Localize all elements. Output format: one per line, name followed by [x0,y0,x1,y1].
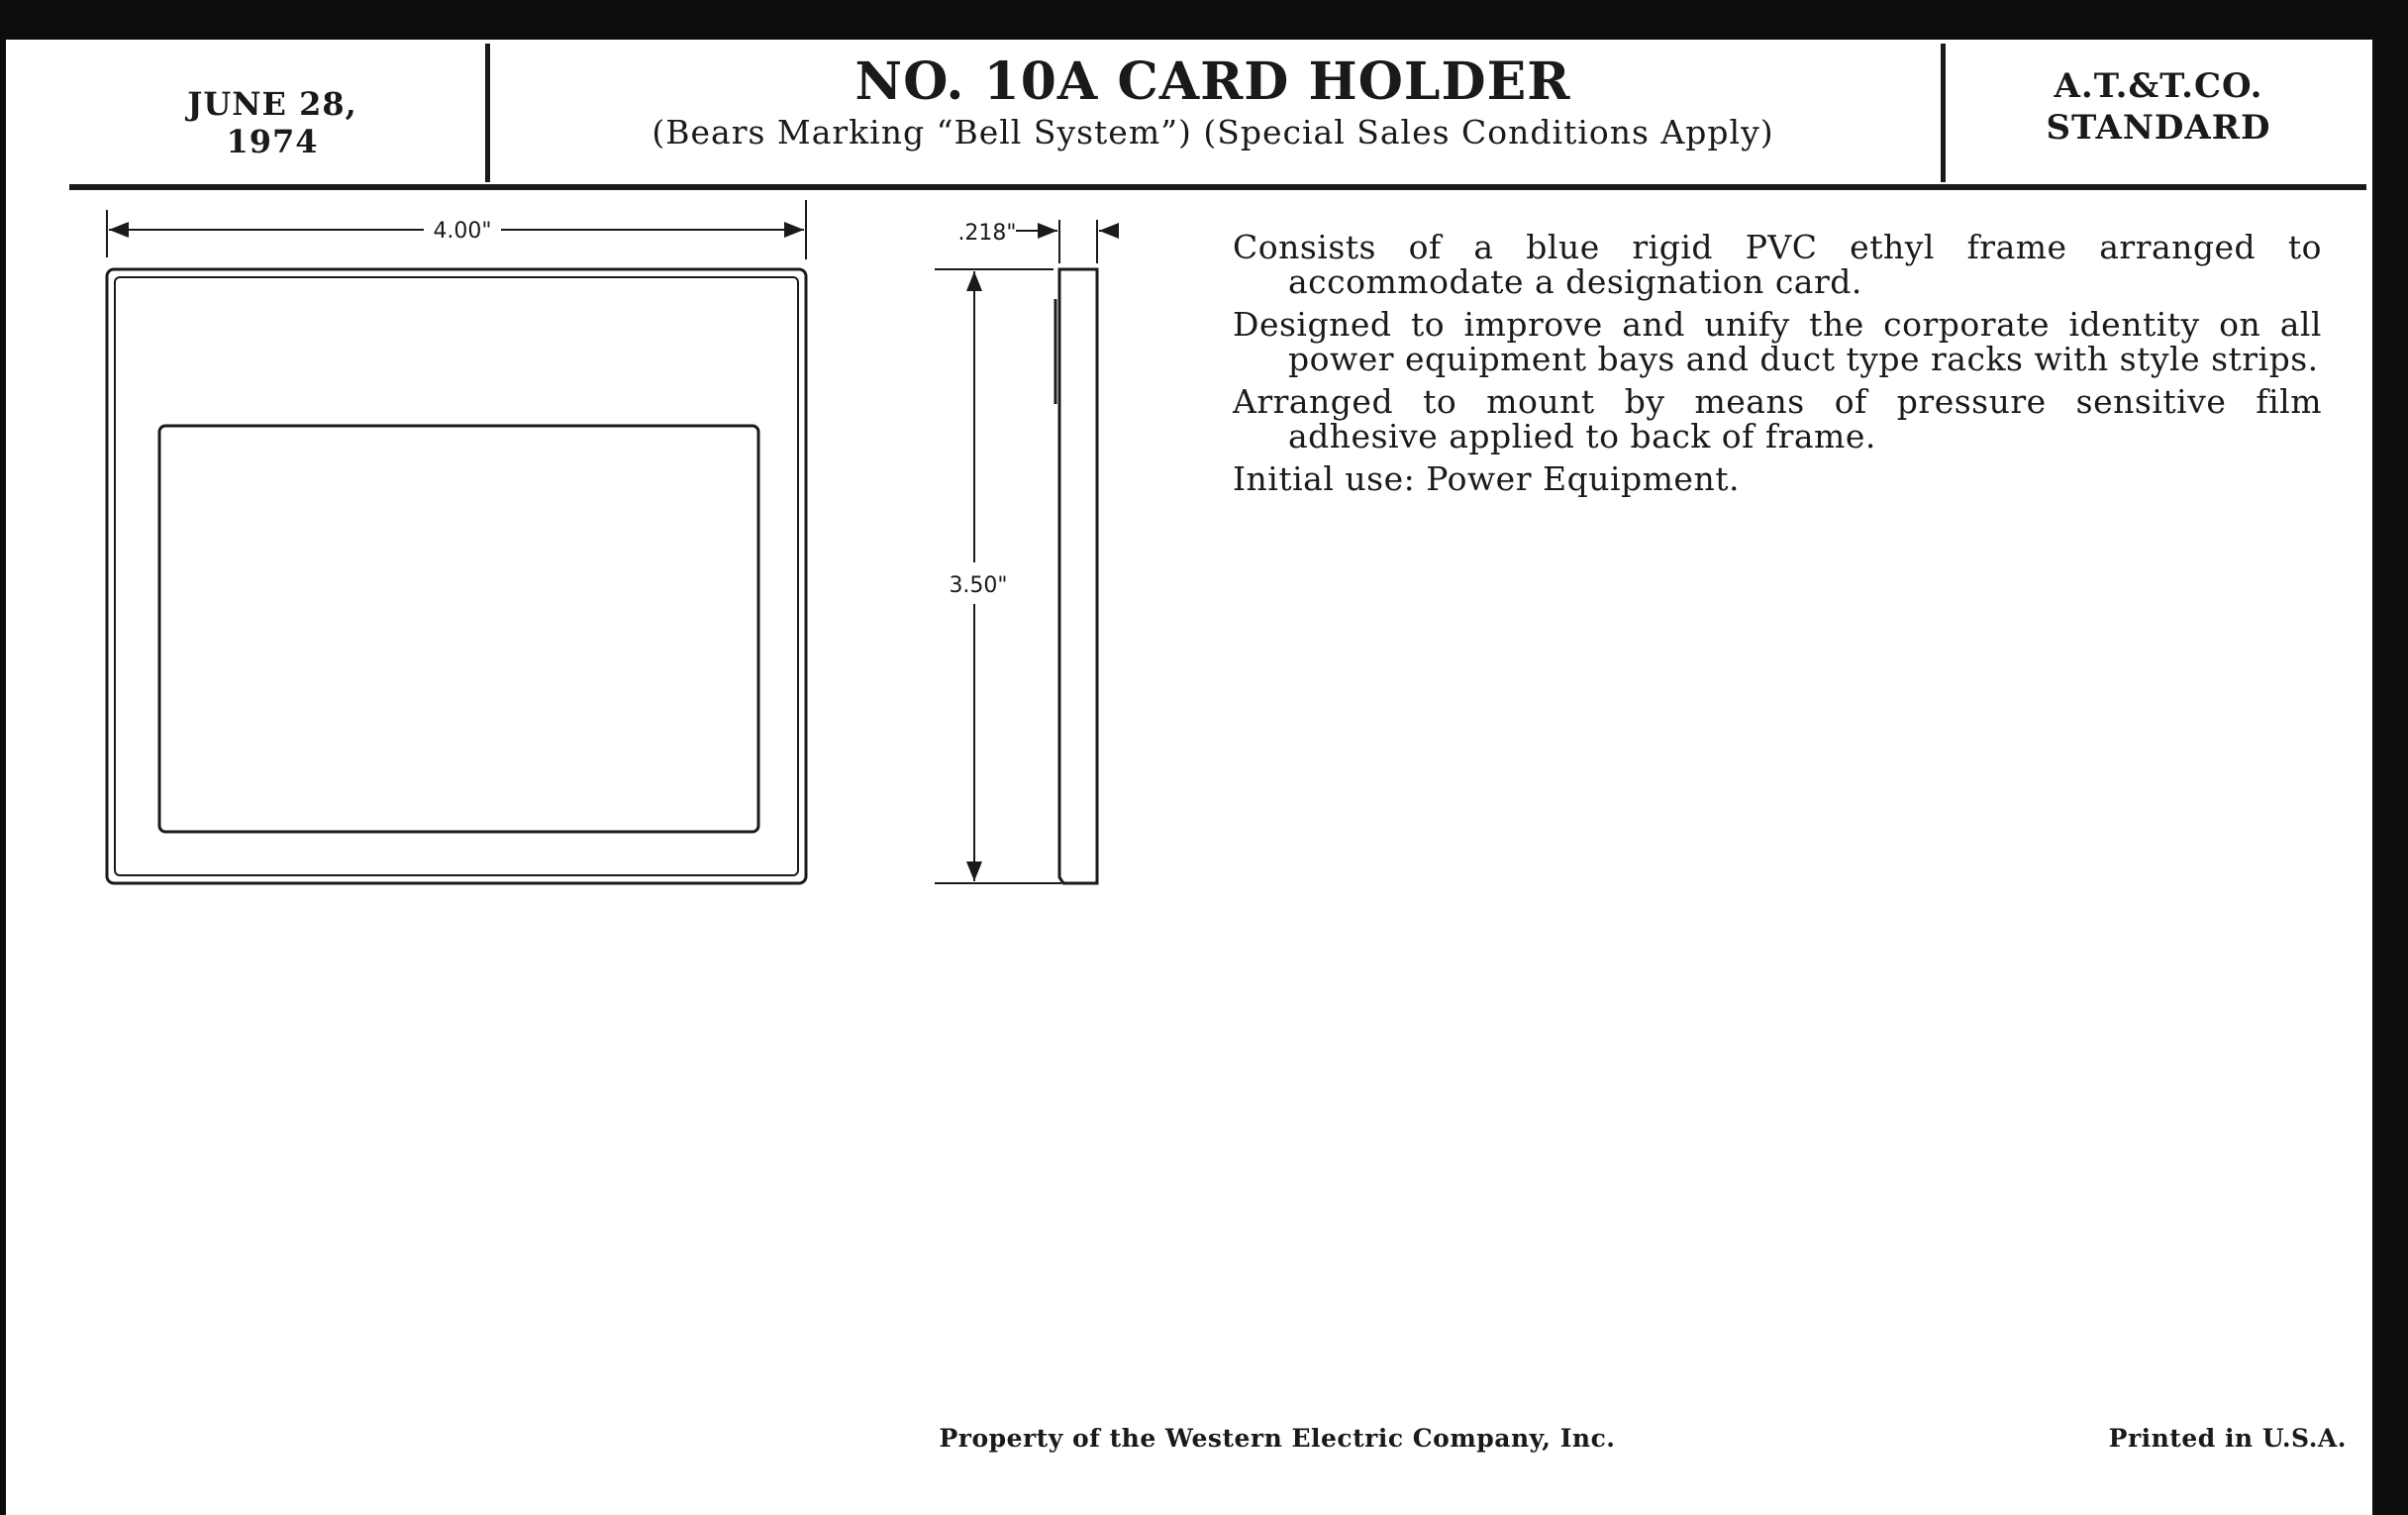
side-view [1055,269,1097,883]
document-subtitle: (Bears Marking “Bell System”) (Special Sales Conditions Apply) [652,113,1774,152]
thickness-label: .218" [957,221,1017,246]
standard-label: STANDARD [2046,108,2271,148]
thickness-dimension [957,220,1115,263]
width-label: 4.00" [433,219,492,244]
side-profile [1059,269,1097,883]
front-view [107,269,806,883]
front-frame-inner-edge [115,277,798,875]
issue-date: JUNE 28, 1974 [187,85,357,160]
property-notice: Property of the Western Electric Company, Inc. [939,1424,1616,1453]
description-paragraph: Initial use: Power Equipment. [1233,459,1740,498]
description-paragraph: Consists of a blue rigid PVC ethyl frame arranged to accommodate a designation card. [1233,228,2322,301]
description-paragraph: Designed to improve and unify the corporate identity on all power equipment bays and duct type racks with style strips. [1233,305,2322,378]
height-dimension [935,269,1061,883]
standard-company: A.T.&T.CO. [2054,66,2263,106]
printed-notice: Printed in U.S.A. [2108,1424,2347,1453]
width-dimension [107,200,806,259]
front-frame-outer [107,269,806,883]
description-paragraph: Arranged to mount by means of pressure sensitive film adhesive applied to back of frame. [1233,382,2322,455]
card-window [159,426,758,832]
document-title: NO. 10A CARD HOLDER [854,51,1571,112]
description [1233,230,2322,504]
height-label: 3.50" [949,573,1008,598]
